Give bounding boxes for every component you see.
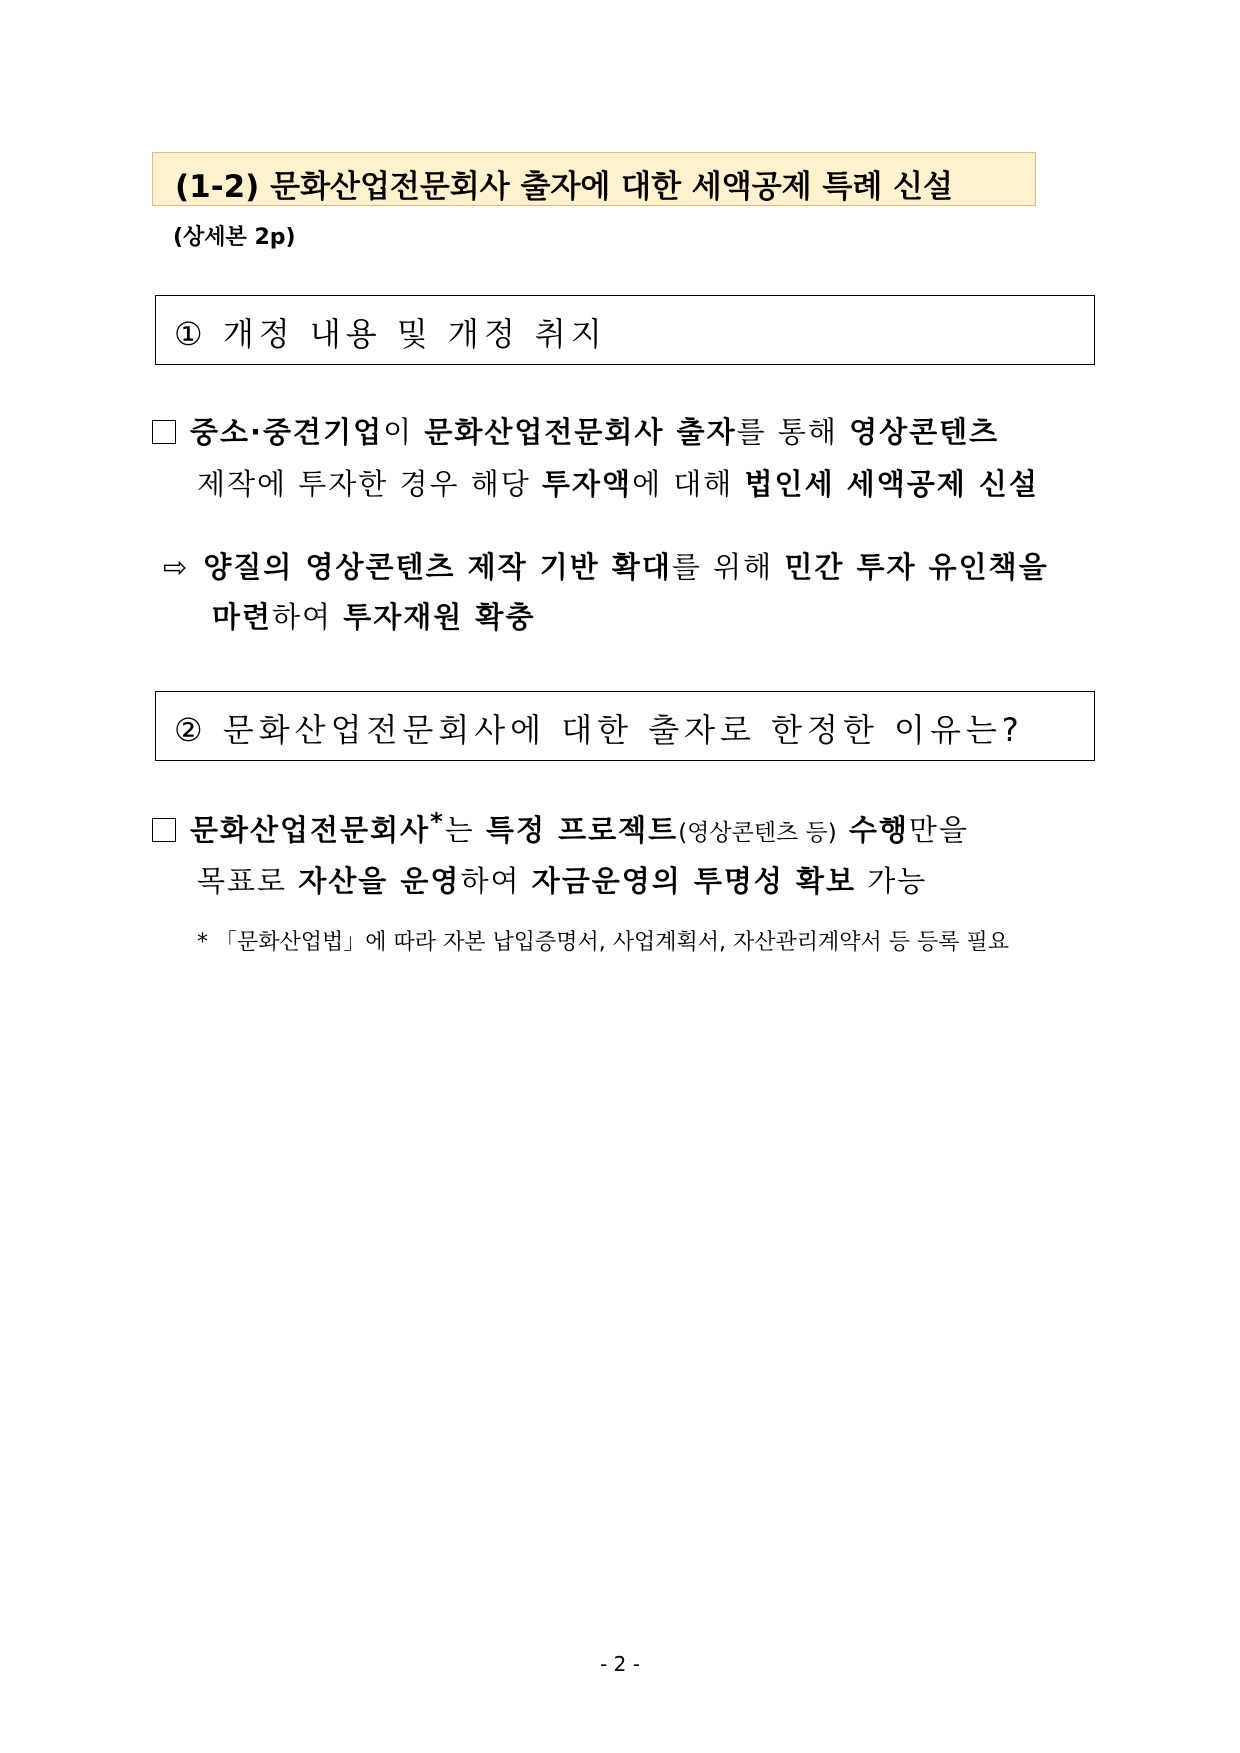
emphasized-text: 법인세 세액공제 신설	[744, 467, 1039, 501]
emphasized-text: 특정 프로젝트	[486, 812, 679, 847]
emphasized-text: 중소·중견기업	[190, 415, 384, 449]
emphasized-text: 민간 투자 유인책을	[784, 550, 1049, 584]
text-segment: 를 위해	[671, 550, 785, 584]
paragraph-1-line-2	[197, 462, 1039, 503]
text-segment: 하여	[272, 600, 344, 634]
emphasized-text: 자산을 운영	[298, 864, 461, 898]
footnote: * 「문화산업법」에 따라 자본 납입증명서, 사업계획서, 자산관리계약서 등 등록 필요	[197, 930, 1009, 955]
section-1-heading-box	[155, 295, 1095, 365]
text-segment: 를 통해	[736, 415, 850, 449]
text-segment: 는	[444, 812, 486, 847]
emphasized-text: 양질의 영상콘텐츠 제작 기반 확대	[203, 550, 672, 584]
section-1-heading: ① 개정 내용 및 개정 취지	[174, 315, 607, 353]
section-2-heading: ② 문화산업전문회사에 대한 출자로 한정한 이유는?	[174, 711, 1024, 749]
text-segment: 제작에 투자한 경우 해당	[197, 467, 543, 501]
emphasized-text: 문화산업전문회사 출자	[424, 415, 737, 449]
text-segment: 에 대해	[632, 467, 745, 501]
title-box	[152, 152, 1036, 206]
paragraph-2-line-2	[212, 595, 535, 636]
text-segment: 만을	[908, 812, 969, 847]
text-segment: 가능	[856, 864, 928, 898]
emphasized-text: 영상콘텐츠	[849, 415, 1000, 449]
emphasized-text: 투자액	[542, 467, 633, 501]
emphasized-text: *	[430, 807, 445, 835]
text-segment: (영상콘텐츠 등)	[678, 819, 837, 846]
section-2-heading-box	[155, 691, 1095, 761]
emphasized-text: 투자재원 확충	[343, 600, 536, 634]
emphasized-text: 수행	[836, 812, 909, 847]
page-number: - 2 -	[600, 1652, 640, 1676]
text-segment: 하여	[460, 864, 532, 898]
emphasized-text: 자금운영의 투명성 확보	[531, 864, 857, 898]
emphasized-text: 문화산업전문회사	[190, 812, 431, 847]
paragraph-3-line-1	[152, 807, 969, 849]
paragraph-3-line-2	[197, 859, 927, 900]
text-segment: 이	[383, 415, 425, 449]
emphasized-text: 마련	[212, 600, 273, 634]
checkbox-bullet-icon	[152, 818, 176, 842]
text-segment: 목표로	[197, 864, 299, 898]
document-title: (1-2) 문화산업전문회사 출자에 대한 세액공제 특례 신설	[175, 169, 953, 205]
paragraph-1-line-1	[152, 410, 999, 451]
checkbox-bullet-icon	[152, 420, 176, 444]
detail-reference: (상세본 2p)	[173, 225, 296, 250]
paragraph-2-line-1	[163, 545, 1049, 586]
arrow-icon: ⇨	[163, 550, 190, 584]
